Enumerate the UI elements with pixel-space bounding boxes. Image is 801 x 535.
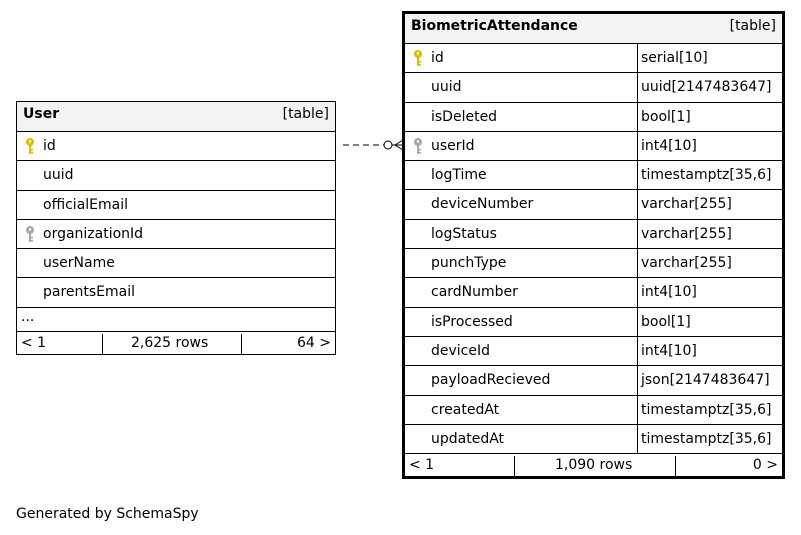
- column-type: bool[1]: [637, 308, 691, 336]
- column-name: userName: [43, 255, 115, 272]
- column-type: serial[10]: [637, 44, 708, 72]
- column-name: id: [431, 50, 444, 66]
- row-count: 2,625 rows: [131, 334, 209, 351]
- column-type: int4[10]: [637, 278, 697, 306]
- column-row[interactable]: [405, 220, 782, 249]
- column-row[interactable]: [405, 396, 782, 425]
- column-name: uuid: [431, 79, 462, 96]
- column-type: bool[1]: [637, 103, 691, 131]
- column-name: userId: [431, 137, 475, 154]
- column-row[interactable]: [17, 161, 335, 190]
- primary-key-icon: [413, 49, 423, 67]
- column-row[interactable]: [17, 278, 335, 307]
- column-row[interactable]: [405, 103, 782, 132]
- column-type: varchar[255]: [637, 249, 732, 277]
- column-name: deviceNumber: [431, 196, 534, 213]
- column-row[interactable]: [17, 220, 335, 249]
- column-name: updatedAt: [431, 430, 505, 447]
- table-header[interactable]: [17, 102, 335, 132]
- column-name: uuid: [43, 167, 74, 184]
- column-row[interactable]: [17, 191, 335, 220]
- foreign-key-icon: [25, 225, 35, 243]
- column-row[interactable]: [405, 366, 782, 395]
- table-name[interactable]: User: [23, 106, 60, 122]
- column-type: int4[10]: [637, 337, 697, 365]
- table-header[interactable]: [405, 14, 782, 44]
- column-row[interactable]: [17, 132, 335, 161]
- column-name: cardNumber: [431, 284, 518, 301]
- column-row[interactable]: [405, 278, 782, 307]
- generated-by-label: Generated by SchemaSpy: [16, 506, 199, 522]
- column-row[interactable]: [405, 161, 782, 190]
- table-footer: [405, 454, 782, 478]
- column-name: payloadRecieved: [431, 372, 551, 389]
- column-type: timestamptz[35,6]: [637, 396, 771, 424]
- column-name: isProcessed: [431, 313, 513, 330]
- column-name: deviceId: [431, 342, 491, 359]
- primary-key-icon: [25, 137, 35, 155]
- column-type: timestamptz[35,6]: [637, 161, 771, 189]
- prev-page-link[interactable]: < 1: [21, 334, 47, 351]
- more-columns: ...: [17, 308, 335, 332]
- column-name: logStatus: [431, 225, 497, 242]
- column-row[interactable]: [405, 132, 782, 161]
- column-type: json[2147483647]: [637, 366, 770, 394]
- column-row[interactable]: [405, 190, 782, 219]
- row-count: 1,090 rows: [555, 457, 633, 474]
- prev-page-link[interactable]: < 1: [409, 457, 435, 474]
- column-name: punchType: [431, 255, 507, 272]
- column-name: parentsEmail: [43, 284, 136, 301]
- column-row[interactable]: [405, 337, 782, 366]
- column-type: uuid[2147483647]: [637, 73, 772, 101]
- column-row[interactable]: [405, 44, 782, 73]
- user-table[interactable]: [16, 101, 336, 355]
- column-name: logTime: [431, 167, 487, 184]
- foreign-key-icon: [413, 137, 423, 155]
- column-row[interactable]: [405, 249, 782, 278]
- column-name: organizationId: [43, 225, 144, 242]
- column-name: officialEmail: [43, 196, 128, 213]
- column-row[interactable]: [17, 249, 335, 278]
- column-name: isDeleted: [431, 108, 498, 125]
- biometric-attendance-table[interactable]: [402, 11, 785, 479]
- table-name[interactable]: BiometricAttendance: [411, 18, 578, 34]
- table-kind: [table]: [729, 18, 776, 34]
- next-page-link[interactable]: 64 >: [297, 334, 331, 351]
- column-name: createdAt: [431, 401, 500, 418]
- column-type: int4[10]: [637, 132, 697, 160]
- column-type: varchar[255]: [637, 220, 732, 248]
- column-type: timestamptz[35,6]: [637, 425, 771, 453]
- column-name: id: [43, 138, 56, 154]
- column-row[interactable]: [405, 308, 782, 337]
- table-kind: [table]: [282, 106, 329, 122]
- table-footer: [17, 332, 335, 356]
- column-type: varchar[255]: [637, 190, 732, 218]
- column-row[interactable]: [405, 73, 782, 102]
- column-row[interactable]: [405, 425, 782, 454]
- next-page-link[interactable]: 0 >: [752, 457, 778, 474]
